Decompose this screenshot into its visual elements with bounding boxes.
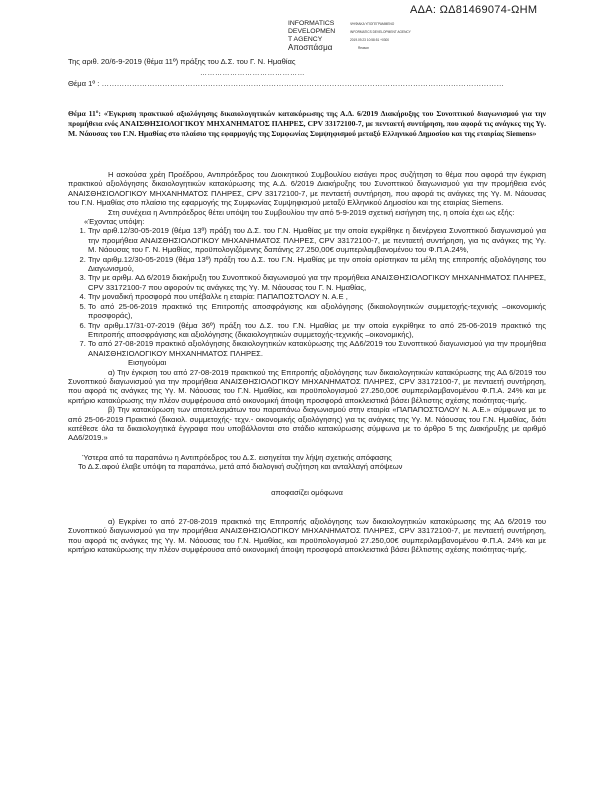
stamp-row [288, 28, 428, 36]
stamp-value: ΨΗΦΙΑΚΑ ΥΠΟΓΕΓΡΑΜΜΕΝΟ [350, 22, 395, 26]
having-in-view: «Έχοντας υπόψη: [84, 217, 145, 227]
list-item: 2. Την αριθμ.12/30-05-2019 (θέμα 13º) πράξη του Δ.Σ. του Γ.Ν. Ημαθίας με την οποία ορίστηκαν τα μέλη της επιτροπής αξιολόγησης του Διαγωνισμού, [88, 255, 546, 274]
thema-line: Θέμα 1º : …………………………………………………………………………………………………………………………………………… [68, 79, 504, 88]
after-paragraph-2: Το Δ.Σ.αφού έλαβε υπόψη τα παραπάνω, μετά από διαλογική συζήτηση και ανταλλαγή απόψεων [78, 462, 403, 472]
considerations-list [68, 226, 546, 358]
stamp-key: DEVELOPMEN [288, 28, 336, 35]
intro-paragraph: Η ασκούσα χρέη Προέδρου, Αντιπρόεδρος του Διοικητικού Συμβουλίου εισάγει προς συζήτηση το θέμα που αφορά την έγκριση πρακτικού αξιολόγησης δικαιολογητικών κατακύρωσης της Α.Δ. 6/2019 Διακήρυξης του Συνοπτικού διαγωνισμού για την προμήθεια ενός ΑΝΑΙΣΘΗΣΙΟΛΟΓΙΚΟΥ ΜΗΧΑΝΗΜΑΤΟΣ ΠΛΗΡΕΣ, CPV 33172100-7, με πενταετή συντήρηση, που αφορά τις ανάγκες της Υγ. Μ. Νάουσας του Γ.Ν. Ημαθίας στο πλαίσιο της εφαρμογής της Συμφωνίας Συμψηφισμού μεταξύ Ελληνικού Δημοσίου και της εταιρίας Siemens. [68, 170, 546, 208]
digital-signature-stamp [288, 20, 428, 52]
list-item: 4. Την μοναδική προσφορά που υπέβαλλε η εταιρία: ΠΑΠΑΠΟΣΤΟΛΟΥ Ν. Α.Ε , [88, 292, 546, 301]
list-item: 6. Την αριθμ.17/31-07-2019 (θέμα 36º) πράξη του Δ.Σ. του Γ.Ν. Ημαθίας με την οποία εγκρίθηκε το από 25-06-2019 πρακτικό της Επιτροπής αποσφράγισης και αξιολόγησης (δικαιολογητικών συμμετοχής-τεχνικής –οικονομικής), [88, 321, 546, 340]
stamp-value: Reason [358, 46, 369, 50]
recommendation-a: α) Την έγκριση του από 27-08-2019 πρακτικού της Επιτροπής αξιολόγησης των δικαιολογητικών κατακύρωσης της ΑΔ 6/2019 του Συνοπτικού διαγωνισμού για την προμήθεια ΑΝΑΙΣΘΗΣΙΟΛΟΓΙΚΟΥ ΜΗΧΑΝΗΜΑΤΟΣ ΠΛΗΡΕΣ, CPV 33172100-7, με πενταετή συντήρηση, που αφορά τις ανάγκες της Υγ. Μ. Νάουσας του Γ.Ν. Ημαθίας, και προϋπολογισμού 27.250,00€ συμπεριλαμβανομένου Φ.Π.Α. 24% και με κριτήριο κατακύρωσης την πλέον συμφέρουσα από οικονομική άποψη προσφορά αποκλειστικά βάσει βέλτιστης σχέσης ποιότητας-τιμής. [68, 367, 546, 405]
act-reference: Της αριθ. 20/6-9-2019 (θέμα 11º) πράξης του Δ.Σ. του Γ. Ν. Ημαθίας [68, 57, 296, 66]
stamp-value: INFORMATICS DEVELOPMENT AGENCY [350, 30, 411, 34]
stamp-row [288, 20, 428, 28]
dots-separator: …………………………………… [200, 70, 305, 77]
subject-heading: Θέμα 11º: «Έγκριση πρακτικού αξιολόγησης δικαιολογητικών κατακύρωσης της Α.Δ. 6/2019 Διακήρυξης του Συνοπτικού διαγωνισμού για την προμήθεια ενός ΑΝΑΙΣΘΗΣΙΟΛΟΓΙΚΟΥ ΜΗΧΑΝΗΜΑΤΟΣ ΠΛΗΡΕΣ, CPV 33172100-7, με πενταετή συντήρηση, που αφορά τις ανάγκες της Υγ. Μ. Νάουσας του Γ.Ν. Ημαθίας στο πλαίσιο της εφαρμογής της Συμφωνίας Συμψηφισμού μεταξύ Ελληνικού Δημοσίου και της εταιρίας Siemens» [68, 109, 546, 138]
final-decision-a: α) Εγκρίνει το από 27-08-2019 πρακτικό της Επιτροπής αξιολόγησης των δικαιολογητικών κατακύρωσης της ΑΔ 6/2019 του Συνοπτικού διαγωνισμού για την προμήθεια ΑΝΑΙΣΘΗΣΙΟΛΟΓΙΚΟΥ ΜΗΧΑΝΗΜΑΤΟΣ ΠΛΗΡΕΣ, CPV 33172100-7, με πενταετή συντήρηση, που αφορά τις ανάγκες της Υγ. Μ. Νάουσας του Γ.Ν. Ημαθίας, και προϋπολογισμού 27.250,00€ συμπεριλαμβανομένου Φ.Π.Α. 24% και με κριτήριο κατακύρωσης την πλέον συμφέρουσα από οικονομική άποψη προσφορά αποκλειστικά βάσει βέλτιστης σχέσης ποιότητας-τιμής. [68, 517, 546, 555]
recommendation-label: Εισηγούμαι [128, 358, 167, 368]
list-item: 5. Το από 25-06-2019 πρακτικό της Επιτροπής αποσφράγισης και αξιολόγησης (δικαιολογητικών συμμετοχής-τεχνικής –οικονομικής προσφοράς), [88, 302, 546, 321]
stamp-row [288, 44, 428, 52]
stamp-key: Αποσπάσμα [288, 43, 333, 52]
decision-heading: αποφασίζει ομόφωνα [271, 487, 343, 497]
recommendation-b: β) Την κατακύρωση των αποτελεσμάτων του παραπάνω διαγωνισμού στην εταιρία «ΠΑΠΑΠΟΣΤΟΛΟΥ Ν. Α.Ε.» σύμφωνα με το από 25-06-2019 Πρακτικό (δικαιολ. συμμετοχής- τεχν.- οικονομικής αξιολόγησης) για τις ανάγκες της Υγ. Μ. Νάουσας του Γ.Ν. Ημαθίας, διότι κατέθεσε όλα τα δικαιολογητικά έγγραφα που υποβάλλονται στο στάδιο κατακύρωσης σύμφωνα με το άρθρο 5 της Διακήρυξης με αριθμό ΑΔ6/2019.» [68, 405, 546, 443]
stamp-value: 2019.09.23 10:58:51 +0300 [350, 38, 390, 42]
list-item: 7. Το από 27-08-2019 πρακτικό αξιολόγησης δικαιολογητικών κατακύρωσης της ΑΔ6/2019 του Συνοπτικού διαγωνισμού για την προμήθεια ΑΝΑΙΣΘΗΣΙΟΛΟΓΙΚΟΥ ΜΗΧΑΝΗΜΑΤΟΣ ΠΛΗΡΕΣ. [88, 339, 546, 358]
stamp-key: INFORMATICS [288, 20, 335, 27]
stamp-key: T AGENCY [288, 36, 323, 43]
ada-number: ΑΔΑ: ΩΔ81469074-ΩΗΜ [410, 4, 538, 16]
proposal-paragraph: Στη συνέχεια η Αντιπρόεδρος θέτει υπόψη του Συμβουλίου την από 5-9-2019 σχετική εισήγηση της, η οποία έχει ως εξής: [108, 207, 515, 217]
list-item: 1. Την αριθ.12/30-05-2019 (θέμα 13º) πράξη του Δ.Σ. του Γ.Ν. Ημαθίας με την οποία εγκρίθηκε η διενέργεια Συνοπτικού διαγωνισμού για την προμήθεια ΑΝΑΙΣΘΗΣΙΟΛΟΓΙΚΟΥ ΜΗΧΑΝΗΜΑΤΟΣ ΠΛΗΡΕΣ, CPV 33172100-7, με πενταετή συντήρηση, για τις ανάγκες της Υγ. Μ. Νάουσας του Γ. Ν. Ημαθίας, προϋπολογιζόμενης δαπάνης 27.250,00€ συμπεριλαμβανομένου του Φ.Π.Α.24%, [88, 226, 546, 254]
after-paragraph-1: Ύστερα από τα παραπάνω η Αντιπρόεδρος του Δ.Σ. εισηγείται την λήψη σχετικής απόφασης [82, 452, 392, 462]
document-body [68, 170, 546, 555]
list-item: 3. Την με αριθμ. ΑΔ 6/2019 διακήρυξη του Συνοπτικού διαγωνισμού για την προμήθεια ΑΝΑΙΣΘΗΣΙΟΛΟΓΙΚΟΥ ΜΗΧΑΝΗΜΑΤΟΣ ΠΛΗΡΕΣ, CPV 33172100-7 που αφορούν τις ανάγκες της Υγ. Μ. Νάουσας του Γ. Ν. Ημαθίας, [88, 273, 546, 292]
